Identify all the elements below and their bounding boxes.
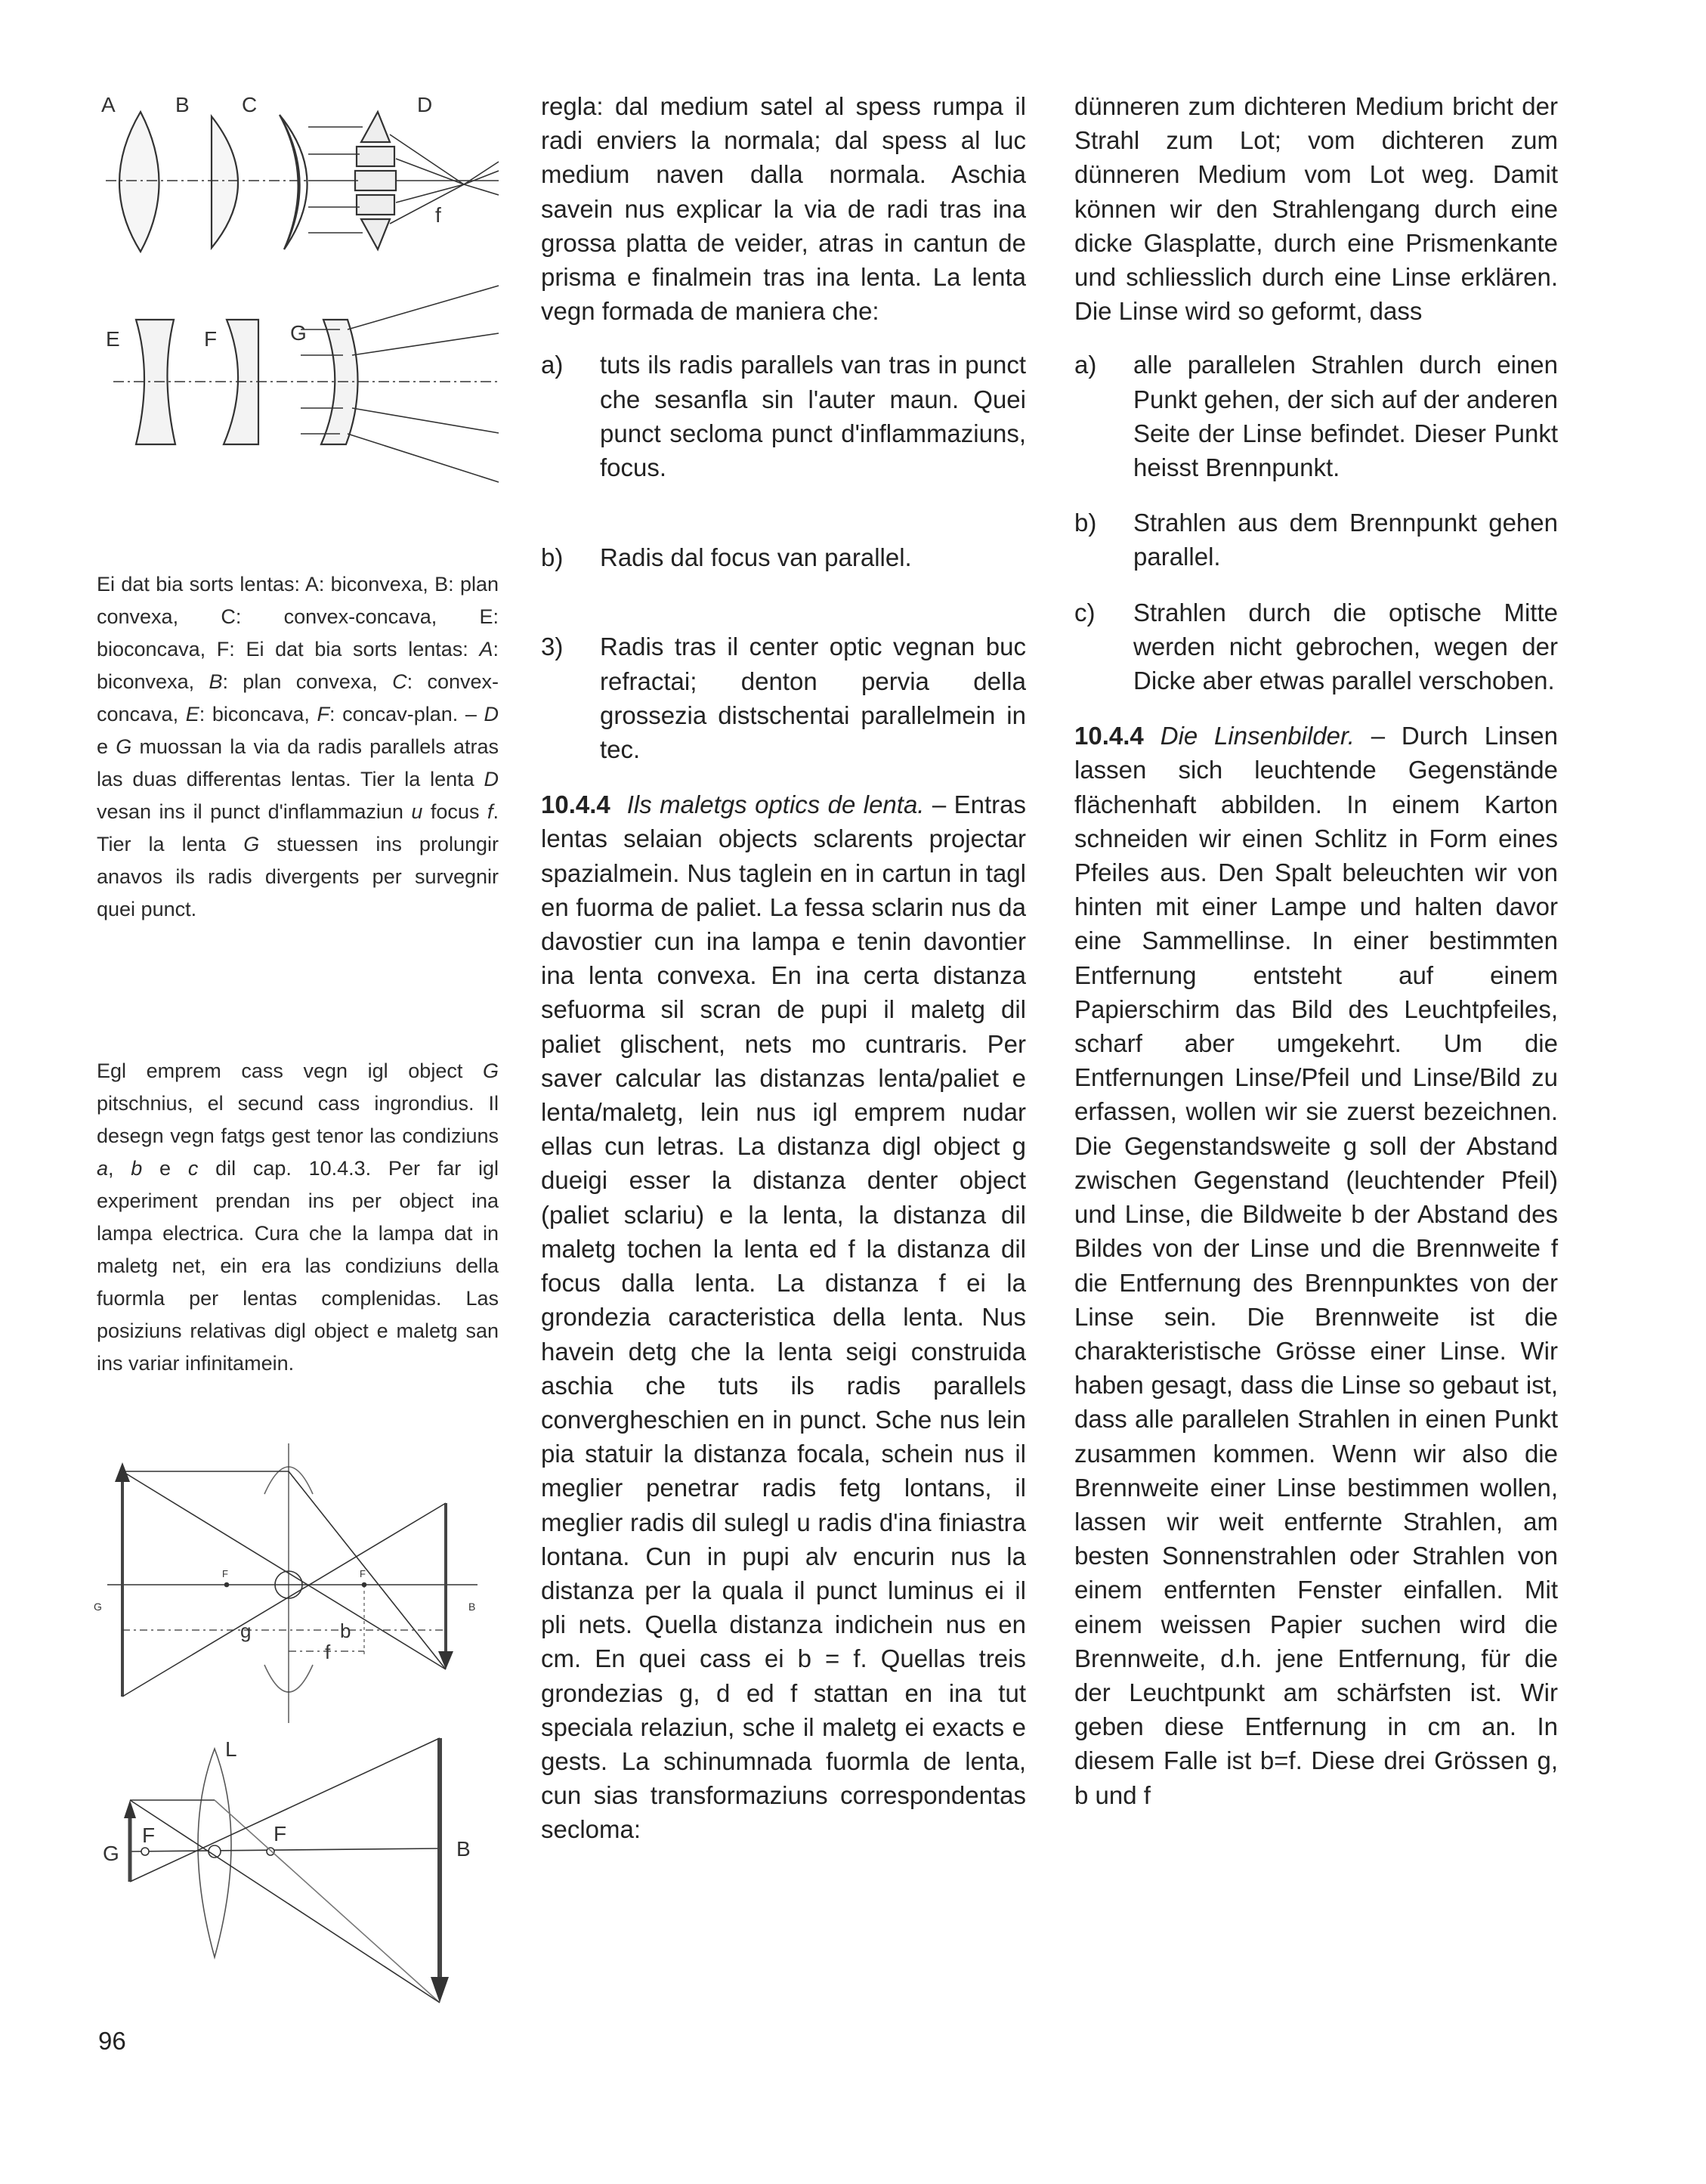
- ray-diagram-2: [92, 1731, 515, 2018]
- right-list-item-b: [1074, 506, 1558, 574]
- right-column: [1074, 89, 1558, 1812]
- label-d: D: [417, 93, 433, 116]
- lens-b-planoconvex: [212, 116, 238, 248]
- label-focus-left: F: [142, 1824, 156, 1847]
- lens-types-figure: [91, 89, 514, 558]
- label-focus-right: F: [274, 1822, 287, 1845]
- list-text: Strahlen durch die optische Mitte werden nicht gebrochen, wegen der Dicke aber etwas parallel verschoben.: [1133, 598, 1558, 695]
- middle-list-item-b: [541, 540, 1026, 574]
- label-image-b: B: [456, 1837, 471, 1861]
- label-focus-left: F: [222, 1568, 228, 1579]
- list-marker: b): [1074, 509, 1097, 537]
- label-c: C: [242, 93, 258, 116]
- page-number: 96: [98, 2027, 126, 2055]
- list-marker: a): [541, 351, 564, 379]
- label-f: F: [204, 327, 218, 351]
- list-text: Radis dal focus van parallel.: [600, 543, 912, 572]
- label-g-object: G: [94, 1601, 102, 1613]
- section-body: Durch Linsen lassen sich leuchtende Gegenstände flächenhaft abbilden. In einem Karton schneiden wir einen Schlitz in Form eines Pfeiles aus. Den Spalt beleuchten wir von hinten mit einer Lampe und halten davor eine Sammellinse. In einer bestimmten Entfernung entsteht auf einem Papierschirm das Bild des Leuchtpfeiles, scharf aber umgekehrt. Um die Entfernungen Linse/Pfeil und Linse/Bild zu erfassen, wollen wir sie zuerst bezeichnen. Die Gegenstandsweite g soll der Abstand zwischen Gegenstand (leuchtender Pfeil) und Linse, die Bildweite b der Abstand des Bildes von der Linse und die Brennweite f die Entfernung des Brennpunktes von der Linse sein. Die Brennweite ist die charakteristische Grösse einer Linse. Wir haben gesagt, dass die Linse so gebaut ist, dass alle parallelen Strahlen in einen Punkt zusammen kommen. Wenn wir also die Brennweite einer Linse bestimmen wollen, lassen wir weit entfernte Strahlen, am besten Sonnenstrahlen oder Strahlen von einem entfernten Fenster einfallen. Mit einem weissen Papier suchen wird die Brennweite, d.h. jene Entfernung, für die der Leuchtpunkt am schärfsten ist. Wir geben diese Entfernung in cm an. In diesem Falle ist b=f. Diese drei Grössen g, b und f: [1074, 722, 1558, 1809]
- label-e: E: [106, 327, 120, 351]
- caption2-paragraph: Egl emprem cass vegn igl object G pitschnius, el secund cass ingrondius. Il desegn vegn fatgs gest tenor las condiziuns a, b e c dil cap. 10.4.3. Per far igl experiment prendan ins per object ina lampa electrica. Cura che la lampa dat in maletg net, ein era las condiziuns della fuormla per lentas complenidas. Las posiziuns relativas digl object e maletg san ins variar infinitamein.: [97, 1060, 499, 1375]
- list-marker: a): [1074, 351, 1097, 379]
- label-distance-f: f: [325, 1641, 331, 1663]
- middle-column: [541, 89, 1026, 1847]
- label-focus-f: f: [435, 203, 441, 227]
- label-b: B: [175, 93, 190, 116]
- list-marker: b): [541, 543, 564, 572]
- label-object-g: G: [103, 1842, 119, 1865]
- label-b-image: B: [468, 1601, 476, 1613]
- lens-a-biconvex: [119, 112, 159, 252]
- caption-paragraph: Ei dat bia sorts lentas: A: biconvexa, B: plan convexa, C: convex-concava, E: bioconcava, F: Ei dat bia sorts lentas: A: biconvexa, B: plan convexa, C: convex-concava, E: biconcava, F: concav-plan. – D e G muossan la via da radis parallels atras las duas differentas lentas. Tier la lenta D vesan ins il punct d'inflammaziun u focus f. Tier la lenta G stuessen ins prolungir anavos ils radis divergents per survegnir quei punct.: [97, 573, 499, 920]
- label-a: A: [101, 93, 116, 116]
- middle-list-item-c: [541, 630, 1026, 766]
- list-marker: c): [1074, 598, 1096, 626]
- right-list-item-c: [1074, 595, 1558, 698]
- label-distance-b: b: [340, 1619, 351, 1642]
- right-intro: dünneren zum dichteren Medium bricht der Strahl zum Lot; vom dichteren zum dünneren Medium vom Lot weg. Damit können wir den Strahlengang durch eine dicke Glasplatte, durch eine Prismenkante und schliesslich durch eine Linse erklären. Die Linse wird so geformt, dass: [1074, 92, 1558, 326]
- middle-intro: regla: dal medium satel al spess rumpa il radi enviers la normala; dal spess al luc medium naven dalla normala. Aschia savein nus explicar la via de radi tras ina grossa platta de veider, atras in cantun de prisma e finalmein tras ina lenta. La lenta vegn formada de maniera che:: [541, 92, 1026, 326]
- list-text: Radis tras il center optic vegnan buc refractai; denton pervia della grossezia distschentai parallelmein in tec.: [600, 633, 1026, 764]
- list-text: tuts ils radis parallels van tras in punct che sesanfla sin l'auter maun. Quei punct secloma punct d'inflammaziuns, focus.: [600, 351, 1026, 482]
- lens-d-segmented: [355, 112, 396, 249]
- middle-section-10-4-4: 10.4.4 Ils maletgs optics de lenta. – Entras lentas selaian objects sclarents projectar spazialmein. Nus taglein en in cartun in tagl en fuorma de paliet. La fessa sclarin nus da davostier cun ina lampa e tenin davontier ina lenta convexa. En ina certa distanza sefuorma sil scran de pupi il maletg dil paliet glischent, nets mo cuntraris. Per saver calcular las distanzas lenta/paliet e lenta/maletg, lein nus igl emprem nudar ellas cun letras. La distanza digl object g dueigi esser la distanza denter object (paliet sclariu) e la lenta, la distanza dil maletg tochen la lenta ed f la distanza dil focus dalla lenta. La distanza f ei la grondezia caracteristica della lenta. Nus havein detg che la lenta seigi construida aschia che tuts ils radis parallels convergheschien en in punct. Sche nus lein pia statuir la distanza focala, schein nus il meglier penetrar radis fetg lontans, il meglier radis dil sulegl u radis d'ina finiastra lontana. Cun in pupi alv encurin nus la distanza per la quala il punct luminus ei il pli nets. Quella distanza indichein nus en cm. En quei cass ei b = f. Quellas treis grondezias g, d ed f stattan en ina tut speciala relaziun, sche il maletg ei exacts e gests. La schinumnada fuormla de lenta, cun sias transformaziuns correspondentas secloma:: [541, 790, 1026, 1844]
- list-text: alle parallelen Strahlen durch einen Punkt gehen, der sich auf der anderen Seite der Linse befindet. Dieser Punkt heisst Brennpunkt.: [1133, 351, 1558, 482]
- right-section-10-4-4: 10.4.4 Die Linsenbilder. – Durch Linsen lassen sich leuchtende Gegenstände flächenhaft abbilden. In einem Karton schneiden wir einen Schlitz in Form eines Pfeiles aus. Den Spalt beleuchten wir von hinten mit einer Lampe und halten davor eine Sammellinse. In einer bestimmten Entfernung entsteht auf einem Papierschirm das Bild des Leuchtpfeiles, scharf aber umgekehrt. Um die Entfernungen Linse/Pfeil und Linse/Bild zu erfassen, wollen wir sie zuerst bezeichnen. Die Gegenstandsweite g soll der Abstand zwischen Gegenstand (leuchtender Pfeil) und Linse, die Bildweite b der Abstand des Bildes von der Linse und die Brennweite f die Entfernung des Brennpunktes von der Linse sein. Die Brennweite ist die charakteristische Grösse einer Linse. Wir haben gesagt, dass die Linse so gebaut ist, dass alle parallelen Strahlen in einen Punkt zusammen kommen. Wenn wir also die Brennweite einer Linse bestimmen wollen, lassen wir weit entfernte Strahlen, am besten Sonnenstrahlen oder Strahlen von einem entfernten Fenster einfallen. Mit einem weissen Papier suchen wird die Brennweite, d.h. jene Entfernung, für die der Leuchtpunkt am schärfsten ist. Wir geben diese Entfernung in cm an. In diesem Falle ist b=f. Diese drei Grössen g, b und f: [1074, 722, 1558, 1809]
- label-focus-right: F: [360, 1568, 366, 1579]
- list-text: Strahlen aus dem Brennpunkt gehen parallel.: [1133, 509, 1558, 571]
- right-list-item-a: [1074, 348, 1558, 484]
- section-title: Ils maletgs optics de lenta.: [626, 790, 925, 819]
- label-distance-g: g: [240, 1619, 252, 1642]
- figure-caption: [97, 568, 499, 926]
- label-lens-l: L: [225, 1737, 237, 1761]
- ray-diagram-1: [92, 1432, 500, 1734]
- label-g: G: [290, 321, 307, 345]
- list-marker: 3): [541, 633, 564, 661]
- figure-caption-2: [97, 1055, 499, 1380]
- section-number: 10.4.4: [541, 790, 610, 819]
- middle-list-item-a: [541, 348, 1026, 484]
- section-body: Entras lentas selaian objects sclarents projectar spazialmein. Nus taglein en in cartun in tagl en fuorma de paliet. La fessa sclarin nus da davostier cun ina lampa e tenin davontier ina lenta convexa. En ina certa distanza sefuorma sil scran de pupi il maletg dil paliet glischent, nets mo cuntraris. Per saver calcular las distanzas lenta/paliet e lenta/maletg, lein nus igl emprem nudar ellas cun letras. La distanza digl object g dueigi esser la distanza denter object (paliet sclariu) e la lenta, la distanza dil maletg tochen la lenta ed f la distanza dil focus dalla lenta. La distanza f ei la grondezia caracteristica della lenta. Nus havein detg che la lenta seigi construida aschia che tuts ils radis parallels convergheschien en in punct. Sche nus lein pia statuir la distanza focala, schein nus il meglier penetrar radis fetg lontans, il meglier radis dil sulegl u radis d'ina finiastra lontana. Cun in pupi alv encurin nus la distanza per la quala il punct luminus ei il pli nets. Quella distanza indichein nus en cm. En quei cass ei b = f. Quellas treis grondezias g, d ed f stattan en ina tut speciala relaziun, sche il maletg ei exacts e gests. La schinumnada fuormla de lenta, cun sias transformaziuns correspondentas secloma:: [541, 790, 1026, 1844]
- section-number: 10.4.4: [1074, 722, 1144, 750]
- section-title: Die Linsenbilder.: [1160, 722, 1355, 750]
